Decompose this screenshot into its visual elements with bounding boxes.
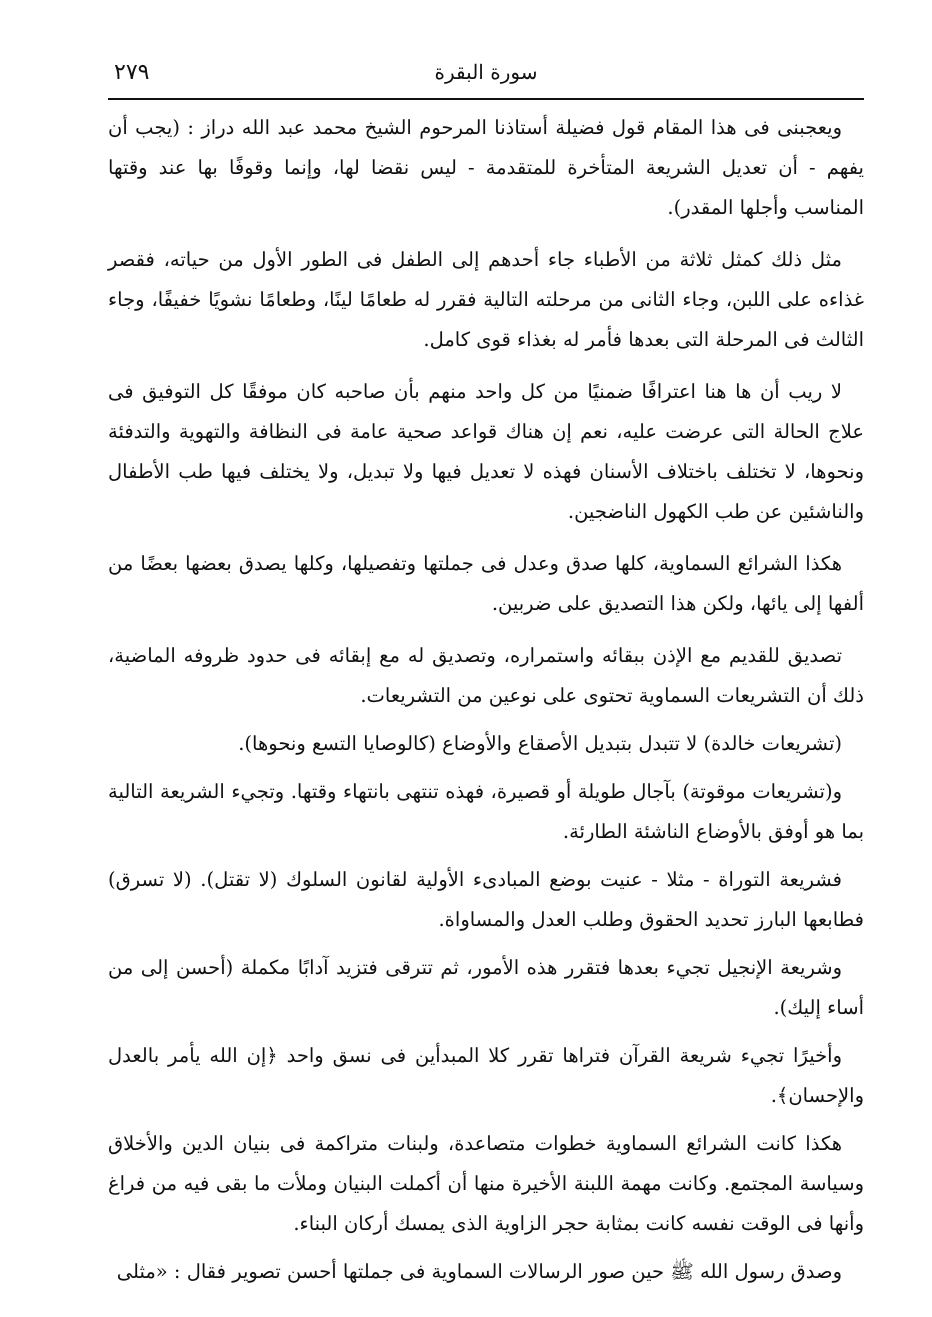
paragraph: هكذا كانت الشرائع السماوية خطوات متصاعدة، ولبنات متراكمة فى بنيان الدين والأخلاق وسياسة المجتمع. وكانت مهمة اللبنة الأخيرة منها أن أكملت البنيان وملأت ما بقى فيه من فراغ وأنها فى الوقت نفسه كانت بمثابة حجر الزاوية الذى يمسك أركان البناء. bbox=[108, 1132, 864, 1235]
page-body bbox=[108, 108, 864, 1300]
page-header bbox=[108, 52, 864, 100]
paragraph: هكذا الشرائع السماوية، كلها صدق وعدل فى جملتها وتفصيلها، وكلها يصدق بعضها بعضًا من ألفها إلى يائها، ولكن هذا التصديق على ضربين. bbox=[108, 552, 864, 615]
paragraph: (تشريعات خالدة) لا تتبدل بتبديل الأصقاع والأوضاع (كالوصايا التسع ونحوها). bbox=[238, 732, 842, 755]
paragraph: وشريعة الإنجيل تجيء بعدها فتقرر هذه الأمور، ثم تترقى فتزيد آدابًا مكملة (أحسن إلى من أساء إليك). bbox=[108, 956, 864, 1019]
paragraph: وأخيرًا تجيء شريعة القرآن فتراها تقرر كلا المبدأين فى نسق واحد ﴿إن الله يأمر بالعدل والإحسان﴾. bbox=[108, 1044, 864, 1107]
paragraph: و(تشريعات موقوتة) بآجال طويلة أو قصيرة، فهذه تنتهى بانتهاء وقتها. وتجيء الشريعة التالية بما هو أوفق بالأوضاع الناشئة الطارئة. bbox=[108, 780, 864, 843]
paragraph: فشريعة التوراة - مثلا - عنيت بوضع المبادىء الأولية لقانون السلوك (لا تقتل). (لا تسرق) فطابعها البارز تحديد الحقوق وطلب العدل والمساواة. bbox=[108, 868, 864, 931]
paragraph: لا ريب أن ها هنا اعترافًا ضمنيًا من كل واحد منهم بأن صاحبه كان موفقًا كل التوفيق فى علاج الحالة التى عرضت عليه، نعم إن هناك قواعد صحية عامة فى النظافة والتهوية والتدفئة ونحوها، لا تختلف باختلاف الأسنان فهذه لا تعديل فيها ولا تبديل، ولا يختلف فيها طب الأطفال والناشئين عن طب الكهول الناضجين. bbox=[108, 380, 864, 523]
paragraph: وصدق رسول الله ﷺ حين صور الرسالات السماوية فى جملتها أحسن تصوير فقال : «مثلى bbox=[116, 1260, 842, 1283]
paragraph: مثل ذلك كمثل ثلاثة من الأطباء جاء أحدهم إلى الطفل فى الطور الأول من حياته، فقصر غذاءه على اللبن، وجاء الثانى من مرحلته التالية فقرر له طعامًا لينًا، وطعامًا نشويًا خفيفًا، وجاء الثالث فى المرحلة التى بعدها فأمر له بغذاء قوى كامل. bbox=[108, 248, 864, 351]
paragraph: تصديق للقديم مع الإذن ببقائه واستمراره، وتصديق له مع إبقائه فى حدود ظروفه الماضية، ذلك أن التشريعات السماوية تحتوى على نوعين من التشريعات. bbox=[108, 644, 864, 707]
page-number: ٢٧٩ bbox=[114, 60, 150, 85]
paragraph: ويعجبنى فى هذا المقام قول فضيلة أستاذنا المرحوم الشيخ محمد عبد الله دراز : (يجب أن يفهم - أن تعديل الشريعة المتأخرة للمتقدمة - ليس نقضا لها، وإنما وقوفًا بها عند وقتها المناسب وأجلها المقدر). bbox=[108, 116, 864, 219]
running-title: سورة البقرة bbox=[434, 60, 538, 84]
